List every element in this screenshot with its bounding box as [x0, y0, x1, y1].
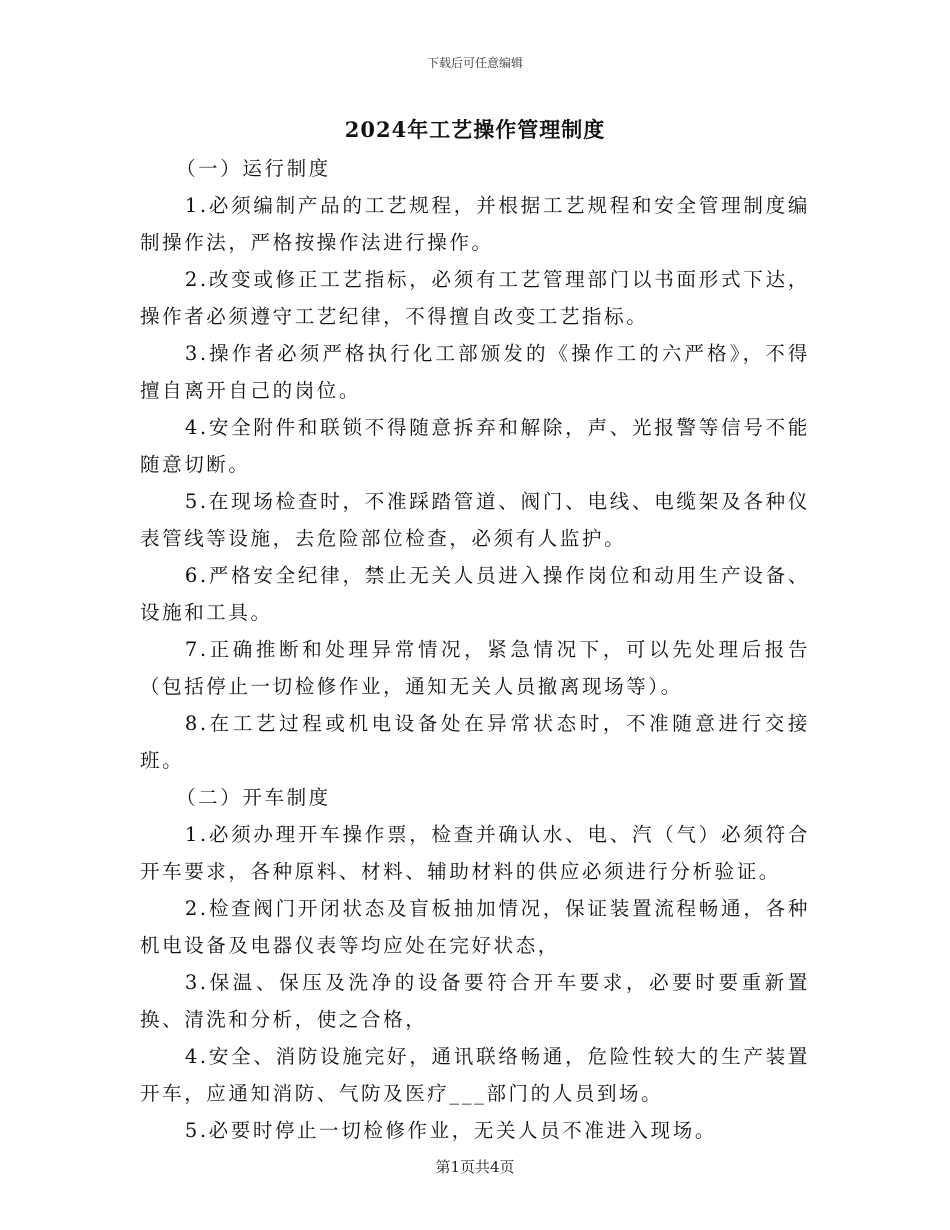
- operation-item-8: 8.在工艺过程或机电设备处在异常状态时，不准随意进行交接班。: [140, 712, 810, 772]
- page-footer: 第1页共4页: [435, 1158, 515, 1176]
- operation-item-2: 2.改变或修正工艺指标，必须有工艺管理部门以书面形式下达，操作者必须遵守工艺纪律，不得擅自改变工艺指标。: [140, 268, 810, 328]
- startup-item-4: 4.安全、消防设施完好，通讯联络畅通，危险性较大的生产装置开车，应通知消防、气防及医疗___部门的人员到场。: [140, 1045, 810, 1105]
- document-body: [140, 150, 810, 1149]
- startup-item-2: 2.检查阀门开闭状态及盲板抽加情况，保证装置流程畅通，各种机电设备及电器仪表等均应处在完好状态，: [140, 897, 810, 957]
- operation-item-6: 6.严格安全纪律，禁止无关人员进入操作岗位和动用生产设备、设施和工具。: [140, 564, 810, 624]
- document-title: 2024年工艺操作管理制度: [344, 117, 606, 142]
- operation-item-1: 1.必须编制产品的工艺规程，并根据工艺规程和安全管理制度编制操作法，严格按操作法进行操作。: [140, 194, 810, 254]
- startup-item-1: 1.必须办理开车操作票，检查并确认水、电、汽（气）必须符合开车要求，各种原料、材料、辅助材料的供应必须进行分析验证。: [140, 823, 810, 883]
- startup-item-3: 3.保温、保压及洗净的设备要符合开车要求，必要时要重新置换、清洗和分析，使之合格，: [140, 971, 810, 1031]
- header-note: 下载后可任意编辑: [426, 56, 523, 70]
- operation-item-7: 7.正确推断和处理异常情况，紧急情况下，可以先处理后报告（包括停止一切检修作业，通知无关人员撤离现场等）。: [140, 638, 810, 698]
- operation-item-4: 4.安全附件和联锁不得随意拆弃和解除，声、光报警等信号不能随意切断。: [140, 416, 810, 476]
- section-heading-operation: （一）运行制度: [176, 157, 331, 180]
- startup-item-5: 5.必要时停止一切检修作业，无关人员不准进入现场。: [184, 1119, 717, 1142]
- section-heading-startup: （二）开车制度: [176, 786, 331, 809]
- operation-item-3: 3.操作者必须严格执行化工部颁发的《操作工的六严格》，不得擅自离开自己的岗位。: [140, 342, 810, 402]
- operation-item-5: 5.在现场检查时，不准踩踏管道、阀门、电线、电缆架及各种仪表管线等设施，去危险部位检查，必须有人监护。: [140, 490, 810, 550]
